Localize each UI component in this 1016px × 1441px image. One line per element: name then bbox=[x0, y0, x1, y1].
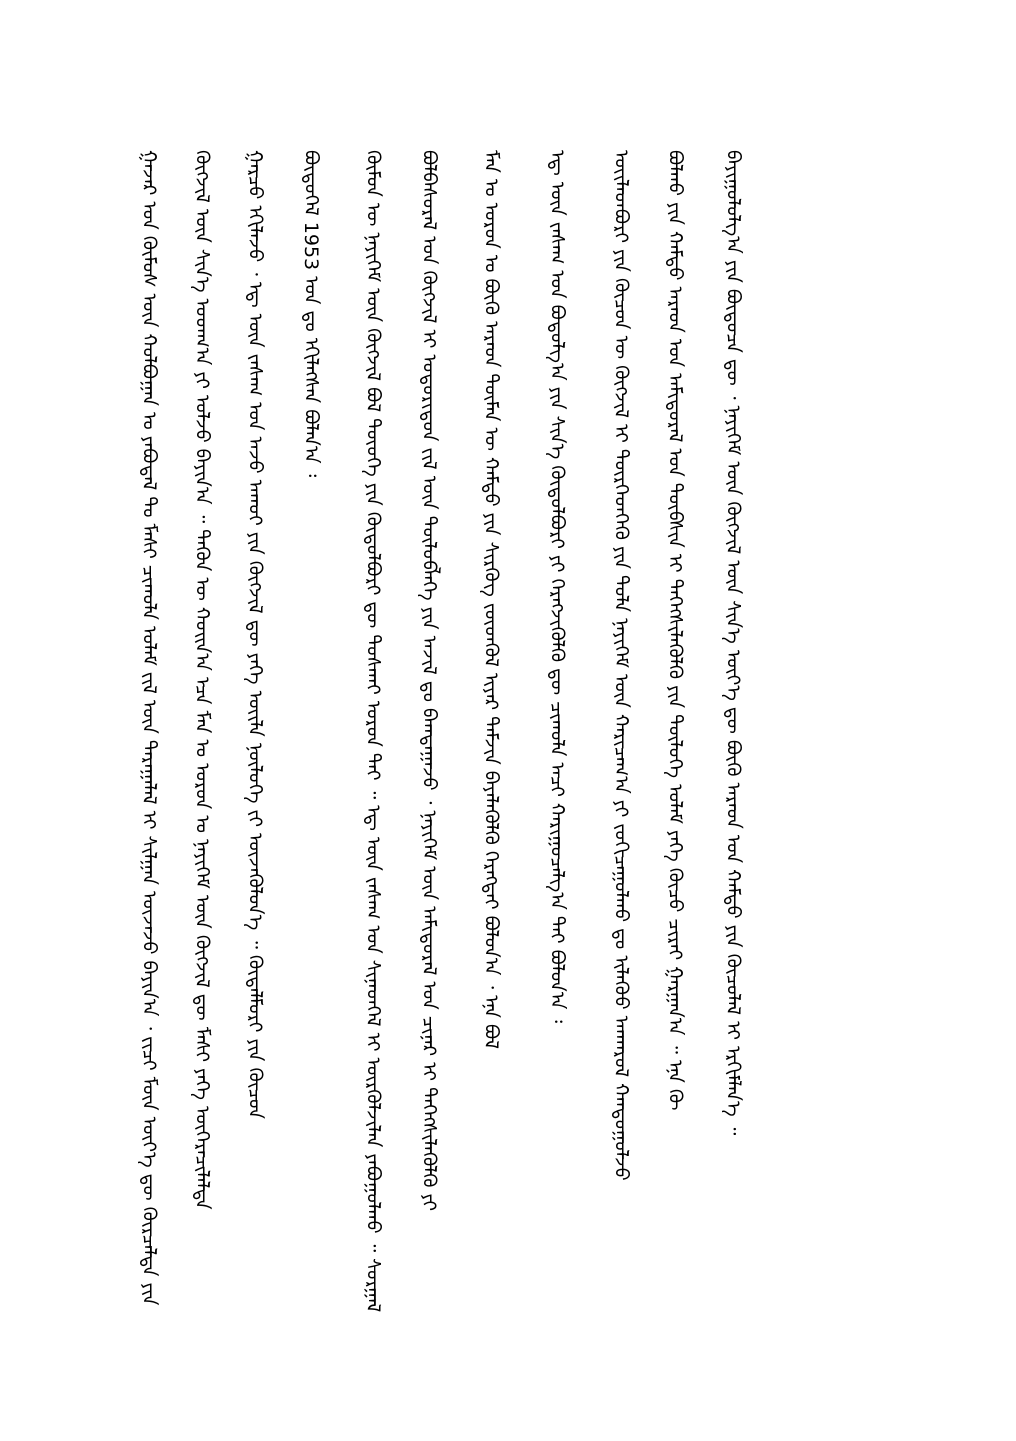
text-column-2: ᠬᠥᠭᠵᠢᠯ ᠦᠨ ᠰᠢᠨ᠎ᠡ ᠤᠳᠬ᠎ᠠ ᠶᠢ ᠣᠯᠵᠤ ᠪᠠᠶᠢᠨ᠎ᠠ ᠃ ᠲᠡᠭᠦᠨ ᠦ ᠬᠣᠢᠨ᠎ᠠ ᠡᠴᠡ ᠮᠠᠨ ᠤ ᠣᠷᠣᠨ ᠤ ᠨᠡᠶᠢᠭᠡᠮ ᠦᠨ ᠬᠥᠭᠵᠢᠯ ᠳᠦ ᠮᠠᠰᠢ ᠶᠡᠬᠡ ᠥᠭᠡᠷᠡᠴᠢᠯᠡᠯᠲᠡ bbox=[191, 150, 213, 1210]
text-column-6: ᠪᠣᠯᠪᠠᠰᠤᠷᠠᠯ ᠤᠨ ᠬᠥᠭᠵᠢᠯ ᠢ ᠤᠳᠤᠷᠢᠳᠤᠨ ᠵᠢᠯ ᠦᠨ ᠲᠥᠯᠥᠪᠯᠡᠭᠡ ᠶᠢᠨ ᠠᠵᠢᠯ ᠳᠤ ᠪᠠᠭᠲᠠᠭᠠᠵᠤ ᠂ ᠨᠡᠶᠢᠭᠡᠮ ᠦᠨ ᠠᠮᠢᠳᠤᠷᠠᠯ ᠤᠨ ᠴᠢᠨᠠᠷ ᠢ ᠳᠡᠭᠡᠭᠰᠢᠯᠡᠭᠦᠯᠬᠦ ᠶᠢ bbox=[418, 150, 440, 1212]
text-column-1: ᠭᠠᠵᠠᠷ ᠤᠨ ᠬᠦᠮᠦᠰ ᠦᠨ ᠬᠣᠯᠪᠣᠭᠠᠨ ᠤ ᠶᠠᠪᠤᠳᠠᠯ ᠲᠤ ᠮᠠᠰᠢ ᠴᠢᠬᠤᠯᠠ ᠤᠯᠠᠮ ᠵᠢᠯ ᠦᠨ ᠳᠠᠷᠠᠭᠠᠯᠠᠯ ᠢ ᠰᠢᠯᠭᠠᠨ ᠦᠵᠡᠵᠦ ᠪᠠᠶᠢᠨ᠎ᠠ ᠂ ᠵᠢᠴᠢ ᠮᠥᠨ ᠦᠶ᠎ᠡ ᠳᠦ ᠬᠦᠷᠴᠡᠯᠲᠡ ᠶᠢᠨ bbox=[138, 150, 160, 1306]
text-column-5: ᠬᠦᠮᠦᠨ ᠦ ᠨᠡᠶᠢᠭᠡᠮ ᠦᠨ ᠬᠥᠭᠵᠢᠯ ᠪᠣᠯ ᠲᠦᠦᠬᠡ ᠶᠢᠨ ᠬᠥᠲᠦᠯᠪᠦᠷᠢ ᠳᠦ ᠲᠤᠰᠬᠠᠢ ᠣᠷᠣᠨ ᠲᠡᠢ ᠃ ᠡᠳ᠋ ᠦᠨ ᠵᠠᠰᠠᠭ ᠤᠨ ᠰᠢᠨᠡᠳᠬᠡᠯ ᠢ ᠦᠷᠬᠦᠯᠵᠢᠯᠡᠨ ᠶᠠᠪᠤᠭᠤᠯᠬᠤ ᠃ ᠰᠤᠷᠭᠠᠯ bbox=[362, 150, 384, 1313]
text-column-11: ᠪᠠᠶᠢᠭᠤᠯᠤᠯᠭ᠎ᠠ ᠶᠢᠨ ᠪᠦᠲᠦᠴᠡ ᠳᠦ ᠂ ᠨᠡᠶᠢᠭᠡᠮ ᠦᠨ ᠬᠥᠭᠵᠢᠯ ᠦᠨ ᠰᠢᠨ᠎ᠡ ᠦᠶ᠎ᠡ ᠳᠦ ᠪᠦᠬᠦ ᠠᠷᠠᠳ ᠤᠨ ᠬᠠᠮᠲᠤ ᠶᠢᠨ ᠬᠦᠴᠦᠯᠡᠯ ᠢ ᠡᠷᠬᠢᠮᠯᠡᠨ᠎ᠡ ᠃ bbox=[722, 150, 744, 1136]
text-column-9: ᠦᠢᠯᠡᠳᠪᠦᠷᠢ ᠶᠢᠨ ᠬᠦᠴᠦᠨ ᠦ ᠬᠥᠭᠵᠢᠯ ᠢ ᠲᠦᠷᠭᠡᠳᠬᠡᠬᠦ ᠶᠢᠨ ᠲᠤᠯᠠ ᠨᠡᠶᠢᠭᠡᠮ ᠦᠨ ᠬᠠᠷᠢᠴᠠᠭ᠎ᠠ ᠶᠢ ᠵᠣᠬᠢᠴᠠᠭᠤᠯᠬᠤ ᠳᠤ ᠢᠯᠡᠭᠦᠦ ᠠᠨᠬᠠᠷᠤᠯ ᠬᠠᠨᠳᠤᠭᠤᠯᠵᠤ bbox=[610, 150, 632, 1181]
text-column-8: ᠡᠳ᠋ ᠦᠨ ᠵᠠᠰᠠᠭ ᠤᠨ ᠪᠣᠳᠣᠯᠭ᠎ᠠ ᠶᠢᠨ ᠰᠢᠨ᠎ᠡ ᠬᠥᠲᠦᠯᠪᠦᠷᠢ ᠶᠢ ᠬᠡᠷᠡᠭᠵᠢᠭᠦᠯᠬᠦ ᠳᠦ ᠴᠢᠬᠤᠯᠠ ᠠᠴᠢ ᠬᠠᠷᠢᠭᠤᠴᠠᠯᠭ᠎ᠠ ᠲᠠᠢ ᠪᠣᠯᠤᠨ᠎ᠠ ᠄ bbox=[546, 150, 568, 1024]
text-column-7: ᠮᠠᠨ ᠤ ᠣᠷᠣᠨ ᠤ ᠪᠦᠬᠦ ᠠᠷᠠᠳ ᠲᠦᠮᠡᠨ ᠦ ᠬᠠᠮᠲᠤ ᠶᠢᠨ ᠰᠢᠷᠭᠦᠭ ᠵᠦᠳᠬᠦᠯ ᠢᠶᠡᠷ ᠳᠠᠮᠵᠢᠨ ᠪᠡᠶᠡᠯᠡᠭᠦᠯᠬᠦ ᠬᠡᠷᠡᠭᠲᠡᠢ ᠪᠣᠯᠤᠨ᠎ᠠ ᠂ ᠡᠨᠡ ᠪᠣᠯ bbox=[480, 150, 502, 1050]
text-column-10: ᠪᠣᠯᠬᠤ ᠶᠢᠨ ᠬᠠᠮᠲᠤ ᠠᠷᠠᠳ ᠤᠨ ᠠᠮᠢᠳᠤᠷᠠᠯ ᠤᠨ ᠲᠦᠪᠰᠢᠨ ᠢ ᠳᠡᠭᠡᠭᠰᠢᠯᠡᠭᠦᠯᠬᠦ ᠶᠢᠨ ᠲᠥᠯᠦᠭᠡ ᠤᠯᠠᠮ ᠶᠡᠬᠡ ᠬᠦᠴᠦ ᠴᠢᠷᠠᠢ ᠭᠠᠷᠭᠠᠨ᠎ᠠ ᠃ ᠡᠨᠡ ᠬᠦ bbox=[664, 150, 686, 1111]
text-column-3: ᠭᠠᠷᠴᠤ ᠡᠬᠢᠯᠡᠵᠦ ᠂ ᠡᠳ᠋ ᠦᠨ ᠵᠠᠰᠠᠭ ᠤᠨ ᠠᠵᠤ ᠠᠬᠤᠢ ᠶᠢᠨ ᠬᠥᠭᠵᠢᠯ ᠳᠦ ᠶᠡᠬᠡ ᠦᠢᠯᠡ ᠨᠥᠯᠦᠭᠡ ᠵᠢ ᠦᠵᠡᠭᠦᠯᠦᠨ᠎ᠡ ᠃ ᠬᠥᠳᠡᠯᠮᠦᠷᠢ ᠶᠢᠨ ᠬᠦᠴᠦᠨ bbox=[244, 150, 266, 1119]
text-column-4: ᠪᠦᠲᠦᠭᠡᠯ 1953 ᠣᠨ ᠳᠤ ᠡᠬᠢᠯᠡᠭᠰᠡᠨ ᠪᠣᠯᠠᠨ᠎ᠠ ᠄ bbox=[300, 150, 322, 478]
